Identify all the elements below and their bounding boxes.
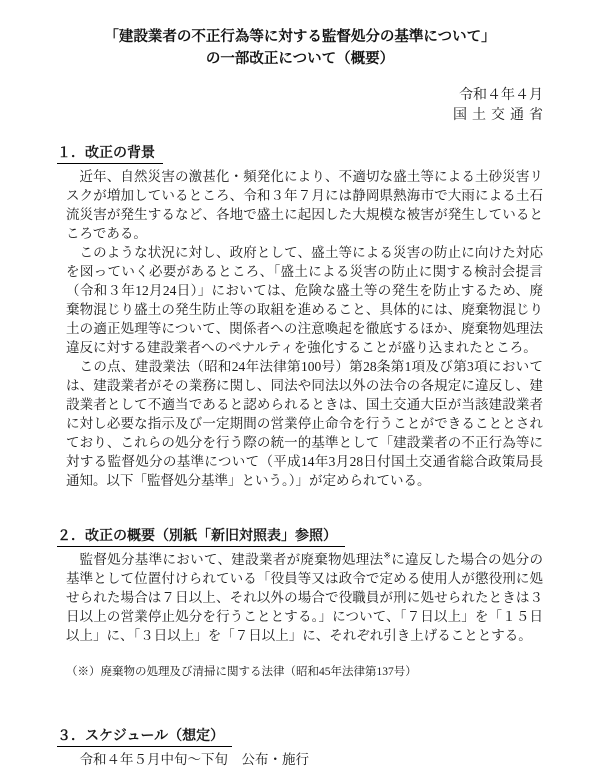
section3-heading-text: ３．スケジュール（想定） [57,726,232,747]
section1-paragraph-1: 近年、自然災害の激甚化・頻発化により、不適切な盛土等による土砂災害リスクが増加しているところ、令和３年７月には静岡県熱海市で大雨による土石流災害が発生するなど、各地で盛土に起因した大規模な被害が発生しているところである。 [66,169,543,241]
section2-paragraph-before-ref: 監督処分基準において、建設業者が廃棄物処理法 [79,552,384,567]
section2-body [66,550,543,645]
section1-paragraph-2: このような状況に対し、政府として、盛土等による災害の防止に向けた対応を図っていく必要があるところ、「盛土による災害の防止に関する検討会提言（令和３年12月24日）」においては、危険な盛土等の発生を防止するため、廃棄物混じり盛土の発生防止等の取組を進めること、具体的には、廃棄物混じり土の適正処理等について、関係者への注意喚起を徹底するほか、廃棄物処理法違反に対する建設業者へのペナルティを強化することが盛り込まれたところ。 [66,245,543,355]
section2-paragraph-after-ref: に違反した場合の処分の基準として位置付けられている「役員等又は政令で定める使用人が懲役刑に処せられた場合は７日以上、それ以外の場合で役職員が刑に処せられたときは３日以上の営業停止処分を行うこととする。」について、「７日以上」を「１５日以上」に、「３日以上」を「７日以上」に、それぞれ引き上げることとする。 [66,552,543,643]
section-overview [57,526,543,680]
schedule-text: 令和４年５月中旬～下旬 公布・施行 [79,752,309,767]
document-date: 令和４年４月 [459,88,543,103]
document-title-line2: の一部改正について（概要） [205,51,395,67]
section-background [57,143,543,490]
reference-mark: ※ [383,550,392,561]
section2-heading-text: ２．改正の概要（別紙「新旧対照表」参照） [57,526,345,547]
section-schedule [57,726,543,769]
section1-body [66,167,543,490]
section2-heading [57,526,543,547]
footnote: （※）廃棄物の処理及び清掃に関する法律（昭和45年法律第137号） [66,666,417,678]
section1-paragraph-3: この点、建設業法（昭和24年法律第100号）第28条第1項及び第3項においては、建設業者がその業務に関し、同法や同法以外の法令の各規定に違反し、建設業者として不適当であると認められるときは、国土交通大臣が当該建設業者に対し必要な指示及び一定期間の営業停止命令を行うことができることとされており、これらの処分を行う際の統一的基準として「建設業者の不正行為等に対する監督処分の基準について（平成14年3月28日付国土交通省総合政策局長通知。以下「監督処分基準」という。）」が定められている。 [66,359,543,488]
organization-name: 国土交通省 [453,108,548,123]
document-title-line1: 「建設業者の不正行為等に対する監督処分の基準について」 [104,29,496,45]
section1-heading [57,143,543,164]
section1-heading-text: １．改正の背景 [57,143,163,164]
section2-paragraph [66,550,543,645]
document-title [57,26,543,70]
section3-heading [57,726,543,747]
date-block [57,86,548,126]
